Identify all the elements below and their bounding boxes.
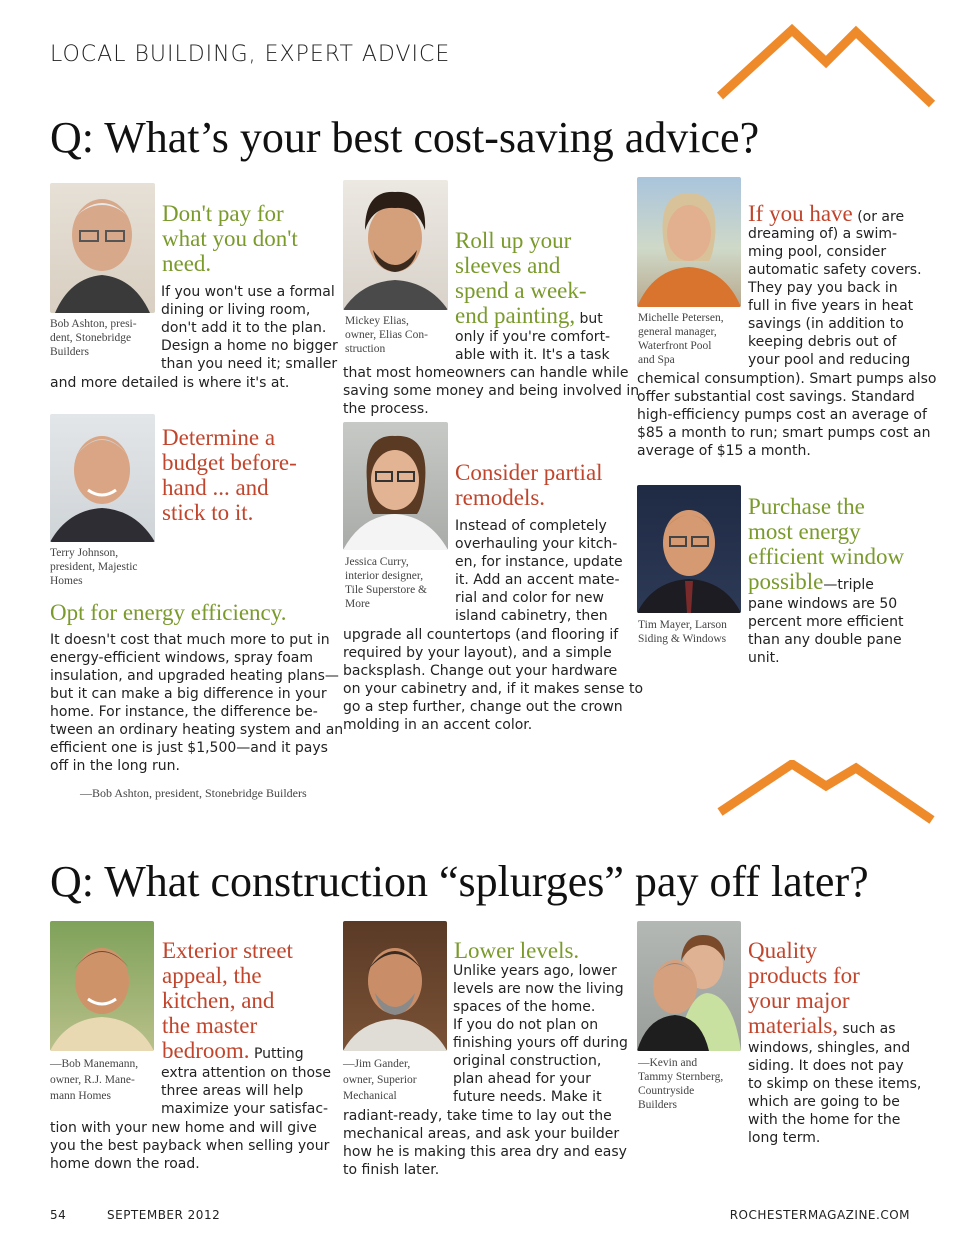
body-line: average of $15 a month. [637, 443, 811, 459]
body-line: with the home for the [748, 1112, 901, 1128]
body-line: to finish later. [343, 1162, 440, 1178]
heading-line: bedroom. [162, 1038, 250, 1063]
body-line: that most homeowners can handle while [343, 365, 629, 381]
caption-line: Siding & Windows [638, 633, 727, 645]
body-line: tion with your new home and will give [50, 1120, 317, 1136]
heading-line: kitchen, and [162, 988, 275, 1013]
body-line: Design a home no bigger [161, 338, 338, 354]
body-inline: (or are [852, 209, 905, 225]
body-line: full in five years in heat [748, 298, 914, 314]
body-line: which are going to be [748, 1094, 900, 1110]
photo-bob-ashton [50, 183, 155, 313]
caption-line: Tile Superstore & [345, 584, 427, 596]
body-line: but it can make a big difference in your [50, 686, 327, 702]
caption-line: Mickey Elias, [345, 315, 409, 327]
caption-line: Builders [50, 346, 89, 358]
body-line: than any double pane [748, 632, 902, 648]
heading-line: products for [748, 963, 860, 988]
caption-line: Tammy Sternberg, [638, 1071, 724, 1083]
body-line: you the best payback when selling your [50, 1138, 330, 1154]
body-line: They pay you back in [748, 280, 898, 296]
heading-line: efficient window [748, 544, 905, 569]
caption-line: Terry Johnson, [50, 547, 119, 559]
photo-jim-gander [343, 921, 447, 1051]
body-inline: —triple [823, 577, 874, 593]
photo-michelle-petersen [637, 177, 741, 307]
body-line: keeping debris out of [748, 334, 897, 350]
body-line: high-efficiency pumps cost an average of [637, 407, 927, 423]
body-line: efficient one is just $1,500—and it pays [50, 740, 328, 756]
heading-line: Don't pay for [162, 201, 284, 226]
michelle-heading: If you have [748, 201, 853, 226]
caption-line: owner, R.J. Mane- [50, 1074, 135, 1086]
photo-kevin-tammy-sternberg [637, 921, 741, 1051]
heading-line: remodels. [455, 485, 546, 510]
body-line: to skimp on these items, [748, 1076, 922, 1092]
caption-line: owner, Superior [343, 1074, 417, 1086]
body-line: original construction, [453, 1053, 602, 1069]
heading-line: materials, [748, 1013, 839, 1038]
body-line: your pool and reducing [748, 352, 911, 368]
photo-bob-manemann [50, 921, 154, 1051]
body-line: island cabinetry, then [455, 608, 608, 624]
caption-line: dent, Stonebridge [50, 332, 132, 344]
question-1-title: Q: What’s your best cost-saving advice? [50, 113, 760, 162]
body-line: percent more efficient [748, 614, 904, 630]
heading-line: budget before- [162, 450, 297, 475]
caption-line: mann Homes [50, 1090, 112, 1102]
body-line: energy-efficient windows, spray foam [50, 650, 314, 666]
photo-mickey-elias [343, 180, 448, 310]
body-line: levels are now the living [453, 981, 624, 997]
heading-line: need. [162, 251, 212, 276]
body-line: $85 a month to run; smart pumps cost an [637, 425, 931, 441]
body-line: on your cabinetry and, if it makes sense to [343, 681, 644, 697]
caption-line: president, Majestic [50, 561, 138, 573]
body-inline: but [575, 311, 603, 327]
heading-line: what you don't [162, 226, 298, 251]
page-number: 54 [50, 1208, 67, 1222]
heading-line: stick to it. [162, 500, 254, 525]
body-line: dreaming of) a swim- [748, 226, 898, 242]
body-line: automatic safety covers. [748, 262, 922, 278]
photo-tim-mayer [637, 485, 741, 613]
body-line: only if you're comfort- [455, 329, 611, 345]
caption-line: Homes [50, 575, 83, 587]
website-link[interactable]: ROCHESTERMAGAZINE.COM [729, 1208, 910, 1222]
body-line: the process. [343, 401, 429, 417]
caption-line: Jessica Curry, [345, 556, 409, 568]
heading-line: Exterior street [162, 938, 293, 963]
caption-line: and Spa [638, 354, 675, 366]
heading-line: possible [748, 569, 824, 594]
body-line: If you won't use a formal [161, 284, 335, 300]
body-line: extra attention on those [161, 1065, 331, 1081]
caption-line: Bob Ashton, presi- [50, 318, 137, 330]
photo-jessica-curry [343, 422, 448, 550]
heading-line: Consider partial [455, 460, 603, 485]
caption-line: —Jim Gander, [343, 1058, 411, 1070]
caption-line: Builders [638, 1099, 677, 1111]
body-line: unit. [748, 650, 780, 666]
heading-line: end painting, [455, 303, 576, 328]
body-line: home. For instance, the difference be- [50, 704, 318, 720]
body-line: rial and color for new [455, 590, 604, 606]
heading-line: most energy [748, 519, 861, 544]
body-line: savings (in addition to [748, 316, 904, 332]
body-line: dining or living room, [161, 302, 311, 318]
body-line: offer substantial cost savings. Standard [637, 389, 915, 405]
body-line: required by your layout), and a simple [343, 645, 612, 661]
heading-line: Quality [748, 938, 817, 963]
body-line: molding in an accent color. [343, 717, 533, 733]
heading-line: Purchase the [748, 494, 865, 519]
body-line: maximize your satisfac- [161, 1101, 329, 1117]
caption-line: struction [345, 343, 386, 355]
roof-icon-middle [716, 760, 936, 860]
body-inline: such as [838, 1021, 896, 1037]
caption-line: general manager, [638, 326, 717, 338]
body-line: insulation, and upgraded heating plans— [50, 668, 339, 684]
caption-line: Tim Mayer, Larson [638, 619, 727, 631]
question-2-title: Q: What construction “splurges” pay off later? [50, 857, 869, 906]
photo-terry-johnson [50, 414, 155, 542]
body-line: three areas will help [161, 1083, 304, 1099]
body-line: long term. [748, 1130, 821, 1146]
body-line: it. Add an accent mate- [455, 572, 620, 588]
body-line: plan ahead for your [453, 1071, 591, 1087]
heading-line: Determine a [162, 425, 276, 450]
body-line: home down the road. [50, 1156, 200, 1172]
body-line: Instead of completely [455, 518, 607, 534]
body-line: finishing yours off during [453, 1035, 628, 1051]
heading-line: Roll up your [455, 228, 572, 253]
caption-line: —Bob Manemann, [50, 1058, 139, 1070]
body-line: siding. It does not pay [748, 1058, 904, 1074]
caption-line: Waterfront Pool [638, 340, 712, 352]
caption-line: Michelle Petersen, [638, 312, 724, 324]
body-line: Unlike years ago, lower [453, 963, 617, 979]
caption-line: —Kevin and [638, 1057, 698, 1069]
heading-line: the master [162, 1013, 258, 1038]
caption-line: More [345, 598, 370, 610]
caption-line: owner, Elias Con- [345, 329, 428, 341]
body-line: pane windows are 50 [748, 596, 898, 612]
body-line: If you do not plan on [453, 1017, 599, 1033]
body-line: than you need it; smaller [161, 356, 338, 372]
heading-line: appeal, the [162, 963, 262, 988]
body-line: off in the long run. [50, 758, 180, 774]
body-line: go a step further, change out the crown [343, 699, 623, 715]
body-line: windows, shingles, and [748, 1040, 911, 1056]
issue-date: SEPTEMBER 2012 [107, 1208, 221, 1222]
body-line: mechanical areas, and ask your builder [343, 1126, 620, 1142]
energy-heading: Opt for energy efficiency. [50, 600, 287, 625]
body-line: ming pool, consider [748, 244, 887, 260]
heading-line: sleeves and [455, 253, 561, 278]
heading-line: spend a week- [455, 278, 587, 303]
body-line: able with it. It's a task [455, 347, 610, 363]
body-line: backsplash. Change out your hardware [343, 663, 618, 679]
body-inline: Putting [249, 1046, 304, 1062]
body-line: how he is making this area dry and easy [343, 1144, 627, 1160]
heading-line: hand ... and [162, 475, 269, 500]
body-line: don't add it to the plan. [161, 320, 327, 336]
body-line: chemical consumption). Smart pumps also [637, 371, 937, 387]
body-line: tween an ordinary heating system and an [50, 722, 344, 738]
energy-attribution: —Bob Ashton, president, Stonebridge Builders [80, 786, 307, 800]
jim-heading: Lower levels. [454, 938, 580, 963]
caption-line: Countryside [638, 1085, 695, 1097]
body-line: It doesn't cost that much more to put in [50, 632, 330, 648]
body-line: and more detailed is where it's at. [50, 375, 290, 391]
section-label: LOCAL BUILDING, EXPERT ADVICE [50, 42, 451, 67]
body-line: en, for instance, update [455, 554, 623, 570]
caption-line: Mechanical [343, 1090, 397, 1102]
body-line: saving some money and being involved in [343, 383, 640, 399]
body-line: spaces of the home. [453, 999, 596, 1015]
body-line: upgrade all countertops (and flooring if [343, 627, 619, 643]
roof-icon-top [716, 18, 936, 118]
heading-line: your major [748, 988, 850, 1013]
body-line: future needs. Make it [453, 1089, 602, 1105]
body-line: overhauling your kitch- [455, 536, 618, 552]
caption-line: interior designer, [345, 570, 424, 582]
body-line: radiant-ready, take time to lay out the [343, 1108, 612, 1124]
